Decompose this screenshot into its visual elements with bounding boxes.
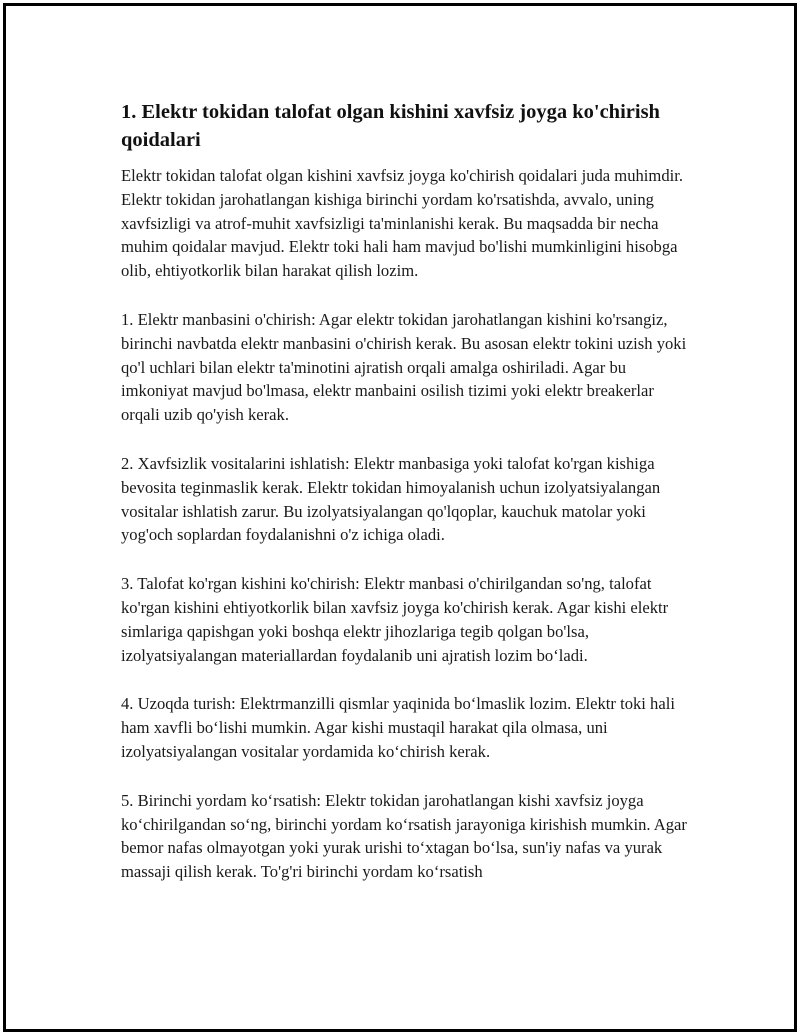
document-title: 1. Elektr tokidan talofat olgan kishini xavfsiz joyga ko'chirish qoidalari — [121, 101, 660, 151]
rule-1-paragraph: 1. Elektr manbasini o'chirish: Agar elektr tokidan jarohatlangan kishini ko'rsangiz, birinchi navbatda elektr manbasini o'chirish kerak. Bu asosan elektr tokini uzish yoki qo'l uchlari bilan elektr ta'minotini ajratish orqali amalga oshiriladi. Agar bu imkoniyat mavjud bo'lmasa, elektr manbaini osilish tizimi yoki elektr breakerlar orqali uzib qo'yish kerak. — [121, 309, 687, 425]
intro-paragraph: Elektr tokidan talofat olgan kishini xavfsiz joyga ko'chirish qoidalari juda muhimdir. Elektr tokidan jarohatlangan kishiga birinchi yordam ko'rsatishda, avvalo, uning xavfsizligi va atrof-muhit xavfsizligi ta'minlanishi kerak. Bu maqsadda bir necha muhim qoidalar mavjud. Elektr toki hali ham mavjud bo'lishi mumkinligini hisobga olib, ehtiyotkorlik bilan harakat qilish lozim. — [121, 166, 683, 281]
document-body — [121, 98, 691, 909]
rule-2-paragraph: 2. Xavfsizlik vositalarini ishlatish: Elektr manbasiga yoki talofat ko'rgan kishiga bevosita teginmaslik kerak. Elektr tokidan himoyalanish uchun izolyatsiyalangan vositalar ishlatish zarur. Bu izolyatsiyalangan qo'lqoplar, kauchuk matolar yoki yog'och soplardan foydalanishni o'z ichiga oladi. — [121, 453, 661, 545]
rule-4-paragraph: 4. Uzoqda turish: Elektrmanzilli qismlar yaqinida bo‘lmaslik lozim. Elektr toki hali ham xavfli bo‘lishi mumkin. Agar kishi mustaqil harakat qila olmasa, uni izolyatsiyalangan vositalar yordamida ko‘chirish kerak. — [121, 694, 675, 761]
rule-3-paragraph: 3. Talofat ko'rgan kishini ko'chirish: Elektr manbasi o'chirilgandan so'ng, talofat ko'rgan kishini ehtiyotkorlik bilan xavfsiz joyga ko'chirish kerak. Agar kishi elektr simlariga qapishgan yoki boshqa elektr jihozlariga tegib qolgan bo'lsa, izolyatsiyalangan materiallardan foydalanib uni ajratish lozim bo‘ladi. — [121, 574, 669, 665]
page-frame — [3, 3, 797, 1032]
rule-5-paragraph: 5. Birinchi yordam ko‘rsatish: Elektr tokidan jarohatlangan kishi xavfsiz joyga ko‘chirilgandan so‘ng, birinchi yordam ko‘rsatish jarayoniga kirishish mumkin. Agar bemor nafas olmayotgan yoki yurak urishi to‘xtagan bo‘lsa, sun'iy nafas va yurak massaji qilish kerak. To'g'ri birinchi yordam ko‘rsatish — [121, 790, 687, 882]
